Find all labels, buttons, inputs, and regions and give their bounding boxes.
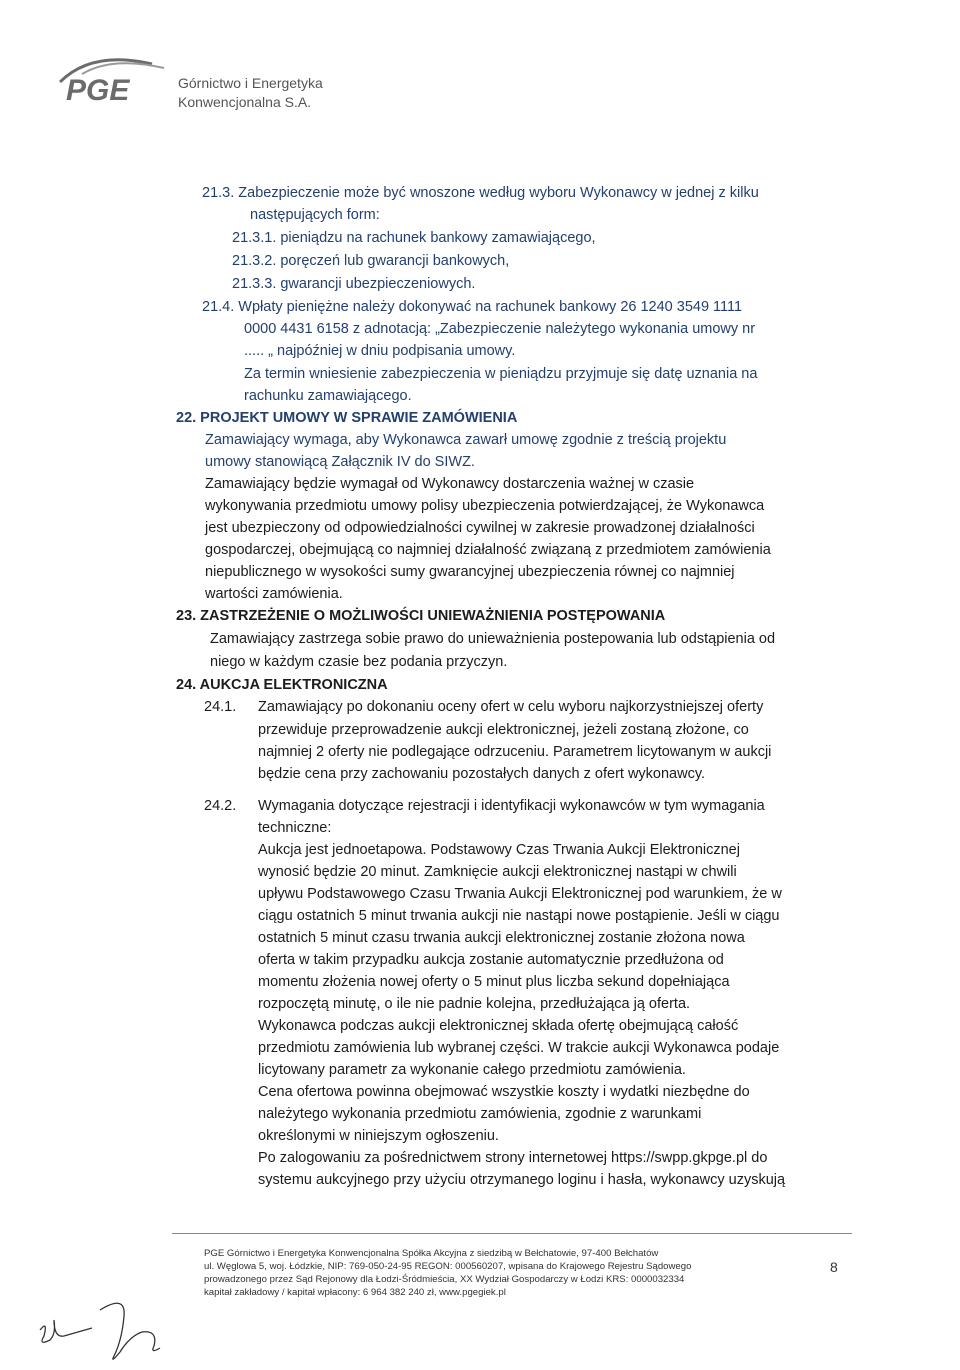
doc-line: Wymagania dotyczące rejestracji i identyfikacji wykonawców w tym wymagania — [258, 798, 765, 814]
doc-line: Zamawiający po dokonaniu oceny ofert w celu wyboru najkorzystniejszej oferty — [258, 699, 764, 715]
doc-line: momentu złożenia nowej oferty o 5 minut plus liczba sekund dopełniająca — [258, 974, 730, 990]
doc-line: będzie cena przy zachowaniu pozostałych danych z ofert wykonawcy. — [258, 766, 706, 782]
pge-logo — [52, 52, 182, 108]
doc-line: gospodarczej, obejmującą co najmniej działalność związaną z przedmiotem zamówienia — [205, 542, 771, 558]
doc-line: 21.3.2. poręczeń lub gwarancji bankowych, — [232, 253, 510, 269]
doc-line: licytowany parametr za wykonanie całego przedmiotu zamówienia. — [258, 1062, 686, 1078]
doc-line: Zamawiający wymaga, aby Wykonawca zawarł umowę zgodnie z treścią projektu — [205, 432, 727, 448]
company-name — [178, 74, 323, 112]
doc-line: przewiduje przeprowadzenie aukcji elektronicznej, jeżeli zostaną złożone, co — [258, 722, 749, 738]
doc-line: należytego wykonania przedmiotu zamówienia, zgodnie z warunkami — [258, 1106, 702, 1122]
doc-line: niego w każdym czasie bez podania przyczyn. — [210, 654, 508, 670]
doc-line: najmniej 2 oferty nie podlegające odrzuceniu. Parametrem licytowanym w aukcji — [258, 744, 772, 760]
doc-line: umowy stanowiącą Załącznik IV do SIWZ. — [205, 454, 475, 470]
doc-line: 21.3.3. gwarancji ubezpieczeniowych. — [232, 276, 476, 292]
doc-line: ..... „ najpóźniej w dniu podpisania umowy. — [244, 343, 516, 359]
doc-line: wynosić będzie 20 minut. Zamknięcie aukcji elektronicznej nastąpi w chwili — [258, 864, 737, 880]
section-heading-23: 23. ZASTRZEŻENIE O MOŻLIWOŚCI UNIEWAŻNIENIA POSTĘPOWANIA — [176, 608, 666, 624]
subsection-number: 24.2. — [204, 798, 237, 814]
company-name-line1: Górnictwo i Energetyka — [178, 75, 323, 91]
page-number: 8 — [830, 1259, 838, 1275]
doc-line: Za termin wniesienie zabezpieczenia w pieniądzu przyjmuje się datę uznania na — [244, 366, 758, 382]
footer-divider — [172, 1233, 852, 1234]
doc-line: Cena ofertowa powinna obejmować wszystkie koszty i wydatki niezbędne do — [258, 1084, 750, 1100]
doc-line: niepublicznego w wysokości sumy gwarancyjnej ubezpieczenia równej co najmniej — [205, 564, 735, 580]
doc-line: upływu Podstawowego Czasu Trwania Aukcji Elektronicznej pod warunkiem, że w — [258, 886, 782, 902]
doc-line: 0000 4431 6158 z adnotacją: „Zabezpieczenie należytego wykonania umowy nr — [244, 321, 756, 337]
footer-line: prowadzonego przez Sąd Rejonowy dla Łodzi-Śródmieścia, XX Wydział Gospodarczy w Łodzi KRS: 0000032334 — [204, 1274, 685, 1285]
footer-company-info — [204, 1247, 764, 1299]
footer-line: ul. Węglowa 5, woj. Łódzkie, NIP: 769-050-24-95 REGON: 000560207, wpisana do Krajowego Rejestru Sądowego — [204, 1261, 692, 1272]
doc-line: wartości zamówienia. — [205, 586, 343, 602]
doc-line: wykonywania przedmiotu umowy polisy ubezpieczenia potwierdzającej, że Wykonawca — [205, 498, 765, 514]
section-heading-22: 22. PROJEKT UMOWY W SPRAWIE ZAMÓWIENIA — [176, 410, 518, 426]
doc-line: ostatnich 5 minut czasu trwania aukcji elektronicznej zostanie złożona nowa — [258, 930, 745, 946]
section-heading-24: 24. AUKCJA ELEKTRONICZNA — [176, 677, 388, 693]
doc-line: jest ubezpieczony od odpowiedzialności cywilnej w zakresie prowadzonej działalności — [205, 520, 755, 536]
doc-line: Wykonawca podczas aukcji elektronicznej składa ofertę obejmującą całość — [258, 1018, 739, 1034]
doc-line: oferta w takim przypadku aukcja zostanie automatycznie przedłużona od — [258, 952, 724, 968]
company-name-line2: Konwencjonalna S.A. — [178, 94, 312, 110]
doc-line: 21.3. Zabezpieczenie może być wnoszone według wyboru Wykonawcy w jednej z kilku — [202, 185, 759, 201]
subsection-number: 24.1. — [204, 699, 237, 715]
logo-text: PGE — [66, 74, 130, 107]
footer-line: kapitał zakładowy / kapitał wpłacony: 6 964 382 240 zł, www.pgegiek.pl — [204, 1287, 506, 1298]
footer-line: PGE Górnictwo i Energetyka Konwencjonalna Spółka Akcyjna z siedzibą w Bełchatowie, 97-400 Bełchatów — [204, 1248, 659, 1259]
doc-line: systemu aukcyjnego przy użyciu otrzymanego loginu i hasła, wykonawcy uzyskują — [258, 1172, 786, 1188]
doc-line: Po zalogowaniu za pośrednictwem strony internetowej https://swpp.gkpge.pl do — [258, 1150, 768, 1166]
doc-line: 21.3.1. pieniądzu na rachunek bankowy zamawiającego, — [232, 230, 596, 246]
doc-line: Aukcja jest jednoetapowa. Podstawowy Czas Trwania Aukcji Elektronicznej — [258, 842, 740, 858]
doc-line: rozpoczętą minutę, o ile nie padnie kolejna, przedłużająca ją oferta. — [258, 996, 691, 1012]
doc-line: Zamawiający zastrzega sobie prawo do unieważnienia postepowania lub odstąpienia od — [210, 631, 776, 647]
doc-line: ciągu ostatnich 5 minut trwania aukcji nie nastąpi nowe postąpienie. Jeśli w ciągu — [258, 908, 780, 924]
doc-line: określonymi w niniejszym ogłoszeniu. — [258, 1128, 499, 1144]
doc-line: przedmiotu zamówienia lub wybranej części. W trakcie aukcji Wykonawca podaje — [258, 1040, 780, 1056]
doc-line: następujących form: — [250, 207, 380, 223]
doc-line: techniczne: — [258, 820, 332, 836]
doc-line: 21.4. Wpłaty pieniężne należy dokonywać na rachunek bankowy 26 1240 3549 1111 — [202, 299, 743, 315]
doc-line: rachunku zamawiającego. — [244, 388, 412, 404]
handwritten-signature — [30, 1290, 180, 1370]
doc-line: Zamawiający będzie wymagał od Wykonawcy dostarczenia ważnej w czasie — [205, 476, 695, 492]
